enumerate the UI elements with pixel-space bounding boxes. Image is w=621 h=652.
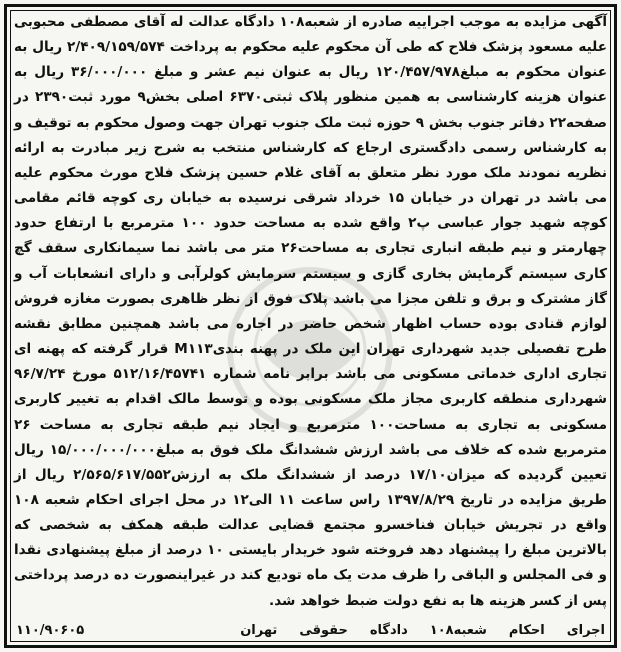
- notice-paragraph: آگهی مزایده به موجب اجراییه صادره از شعبه۱۰۸ دادگاه عدالت له آقای مصطفی محبوبی علیه مسعود پزشک فلاح که طی آن محکوم علیه محکوم به پرداخت ۲/۴۰۹/۱۵۹/۵۷۴ ریال به عنوان محکوم به مبلغ۱۲۰/۴۵۷/۹۷۸ ریال به عنوان نیم عشر و مبلغ ۳۶/۰۰۰/۰۰۰ ریال به عنوان هزینه کارشناسی به همین منظور پلاک ثبتی۶۳۷۰ اصلی بخش۹ مورد ثبت۲۳۹۰ در صفحه۲۲ دفاتر جنوب بخش ۹ حوزه ثبت ملک جنوب تهران جهت وصول محکوم به توقیف و به کارشناس رسمی دادگستری ارجاع که کارشناس منتخب به شرح زیر مبادرت به ارائه نظریه نمودند ملک مورد نظر متعلق به آقای غلام حسین پزشک فلاح مورث محکوم علیه می باشد در تهران در خیابان ۱۵ خرداد شرقی نرسیده به خیابان ری کوچه قائم مقامی کوچه شهید جوار عباسی پ۲ واقع شده به مساحت حدود ۱۰۰ مترمربع با ارتفاع حدود چهارمتر و نیم طبقه انباری تجاری به مساحت۲۶ متر می باشد نما سیمانکاری سقف گچ کاری سیستم گرمایش بخاری گازی و سیستم سرمایش کولرآبی و دارای انشعابات آب و گاز مشترک و برق و تلفن مجزا می باشد پلاک فوق از نظر ظاهری بصورت مغازه فروش لوازم قنادی بوده حساب اظهار شخص حاضر در اجاره می باشد همچنین مطابق نقشه طرح تفصیلی جدید شهرداری تهران این ملک در پهنه بندیM۱۱۳ قرار گرفته که پهنه ای تجاری اداری خدماتی مسکونی می باشد برابر نامه شماره ۵۱۲/۱۶/۴۵۷۴۱ مورخ ۹۶/۷/۲۴ شهرداری منطقه کاربری مجاز ملک مسکونی بوده و توسط مالک اقدام به تغییر کاربری مسکونی به تجاری به مساحت۱۰۰ مترمربع و ایجاد نیم طبقه تجاری به مساحت ۲۶ مترمربع شده که خلاف می باشد ارزش ششدانگ ملک فوق به مبلغ۱۵/۰۰۰/۰۰۰/۰۰۰ ریال تعیین گردیده که میزان۱۷/۱۰ درصد از ششدانگ ملک به ارزش۲/۵۶۵/۶۱۷/۵۵۲ ریال از طریق مزایده در تاریخ ۱۳۹۷/۸/۲۹ راس ساعت ۱۱ الی۱۲ در محل اجرای احکام شعبه ۱۰۸ واقع در تجریش خیابان فناخسرو مجتمع قضایی عدالت طبقه همکف به شخصی که بالاترین مبلغ را پیشنهاد دهد فروخته شود خریدار بایستی ۱۰ درصد از مبلغ پیشنهادی نقدا و فی المجلس و الباقی را ظرف مدت یک ماه تودیع کند در غیراینصورت ده درصد پرداختی پس از کسر هزینه ها به نفع دولت ضبط خواهد شد.: [14, 14, 608, 609]
- footer-civil: حقوقی: [299, 622, 348, 638]
- footer-code: ۱۱۰/۹۰۶۰۵: [16, 622, 85, 638]
- footer-section: اجرای: [566, 622, 605, 638]
- auction-notice-body: [14, 10, 607, 614]
- footer-issuer: [240, 623, 605, 638]
- footer-rulings: احکام: [508, 622, 545, 638]
- footer-branch: شعبه۱۰۸: [429, 622, 487, 638]
- notice-footer: [16, 618, 605, 642]
- footer-city: تهران: [240, 622, 278, 638]
- footer-court: دادگاه: [369, 622, 408, 638]
